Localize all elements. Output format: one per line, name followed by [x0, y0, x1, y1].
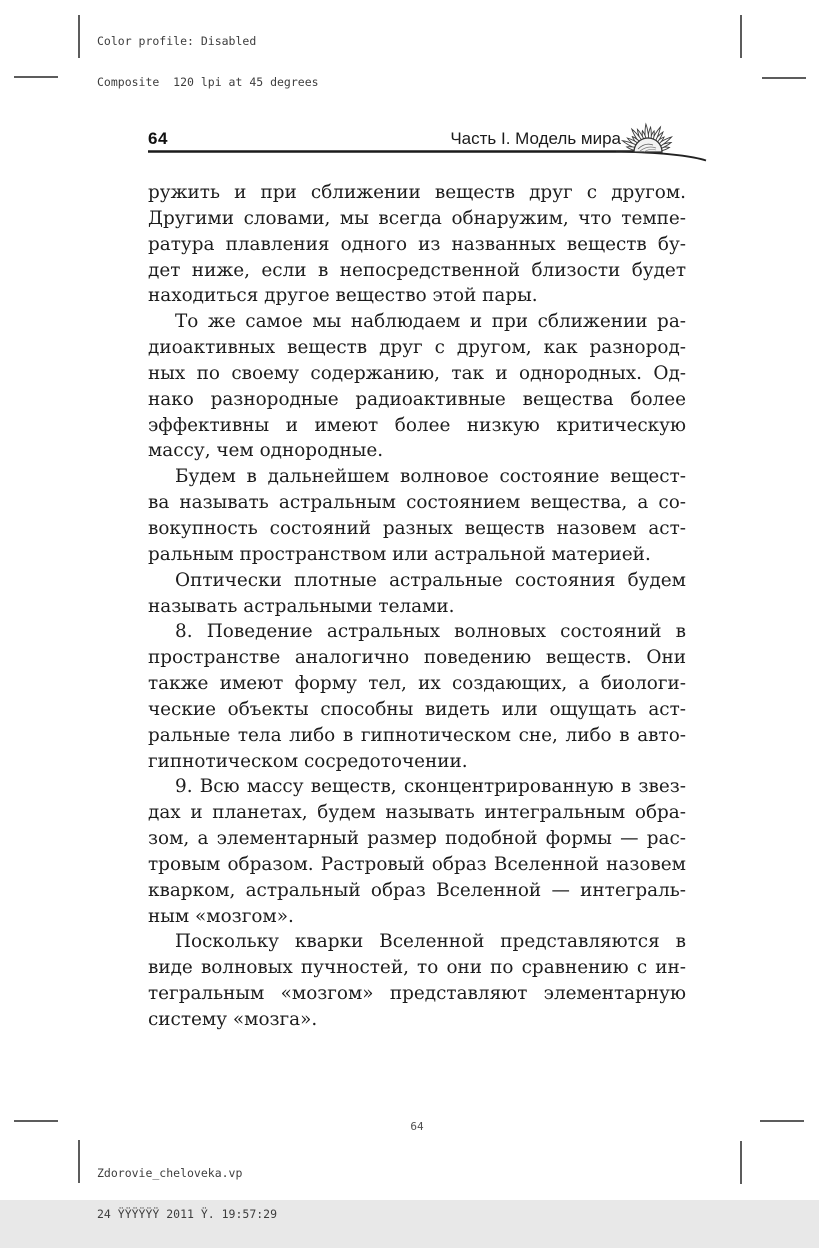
body-line: тровым образом. Растровый образ Вселенной назовем: [148, 853, 686, 875]
crop-mark-top-left-h: [14, 76, 58, 78]
body-line: ных по своему содержанию, так и однородных. Од-: [148, 362, 686, 384]
crop-mark-bottom-right-h: [760, 1120, 804, 1122]
crop-mark-bottom-right-v: [740, 1141, 742, 1184]
proof-header-text: [97, 8, 319, 116]
proof-footer-text: [97, 1140, 277, 1248]
body-line: ружить и при сближении веществ друг с другом.: [148, 182, 686, 203]
sunflower-icon: [622, 124, 671, 152]
crop-mark-bottom-left-h: [14, 1120, 58, 1122]
body-line: ческие объекты способны видеть или ощущать аст-: [148, 698, 686, 720]
body-line: тегральным «мозгом» представляют элементарную: [148, 983, 686, 1005]
header-page-number: 64: [148, 129, 168, 148]
crop-mark-top-right-v: [740, 15, 742, 58]
crop-mark-bottom-left-v: [78, 1140, 80, 1183]
body-line: Другими словами, мы всегда обнаружим, что темпе-: [148, 207, 686, 229]
body-line: Будем в дальнейшем волновое состояние вещест-: [175, 466, 686, 488]
body-line: Поскольку кварки Вселенной представляются в: [175, 931, 686, 953]
body-line: эффективны и имеют более низкую критическую: [148, 414, 686, 436]
body-line: пространстве аналогично поведению веществ. Они: [148, 647, 686, 669]
body-line: дах и планетах, будем называть интегральным обра-: [148, 802, 686, 824]
body-line: ральным пространством или астральной материей.: [148, 543, 651, 565]
body-line: дет ниже, если в непосредственной близости будет: [148, 259, 686, 281]
body-line: ратура плавления одного из названных веществ бу-: [148, 233, 686, 255]
body-line: Оптически плотные астральные состояния будем: [175, 569, 686, 591]
body-line: 8. Поведение астральных волновых состояний в: [175, 621, 686, 643]
body-text: [148, 180, 686, 1033]
body-line: вокупность состояний разных веществ назовем аст-: [148, 517, 686, 539]
crop-mark-top-right-h: [762, 77, 806, 79]
body-line: ва называть астральным состоянием вещества, а со-: [148, 492, 686, 514]
proof-file-name: Zdorovie_cheloveka.vp: [97, 1166, 243, 1180]
body-line: 9. Всю массу веществ, сконцентрированную в звез-: [175, 776, 686, 798]
body-line: виде волновых пучностей, то они по сравнению с ин-: [148, 957, 686, 979]
crop-mark-top-left-v: [78, 15, 80, 58]
body-line: находиться другое вещество этой пары.: [148, 285, 538, 307]
body-line: зом, а элементарный размер подобной формы — рас-: [148, 828, 686, 850]
header-rule-tail: [616, 152, 706, 161]
header-running-title: Часть I. Модель мира: [450, 129, 621, 148]
body-line: То же самое мы наблюдаем и при сближении ра-: [175, 311, 686, 333]
body-line: называть астральными телами.: [148, 595, 455, 617]
proof-timestamp: 24 ŸŸŸŸŸŸ 2011 Ÿ. 19:57:29: [97, 1206, 278, 1221]
body-line: ральные тела либо в гипнотическом сне, либо в авто-: [148, 724, 686, 746]
color-profile-line: Color profile: Disabled: [97, 34, 257, 48]
body-line: систему «мозга».: [148, 1009, 318, 1030]
body-line: диоактивных веществ друг с другом, как разнород-: [148, 337, 686, 359]
body-line: массу, чем однородные.: [148, 440, 384, 462]
body-line: ным «мозгом».: [148, 905, 294, 927]
header-rule-and-ornament: [148, 108, 710, 162]
body-line: нако разнородные радиоактивные вещества более: [148, 388, 686, 410]
body-line: гипнотическом сосредоточении.: [148, 750, 468, 772]
body-line: также имеют форму тел, их создающих, а биологи-: [148, 673, 686, 695]
footer-page-number: 64: [410, 1120, 424, 1133]
composite-line: Composite 120 lpi at 45 degrees: [97, 74, 319, 89]
body-line: кварком, астральный образ Вселенной — интеграль-: [148, 879, 686, 901]
